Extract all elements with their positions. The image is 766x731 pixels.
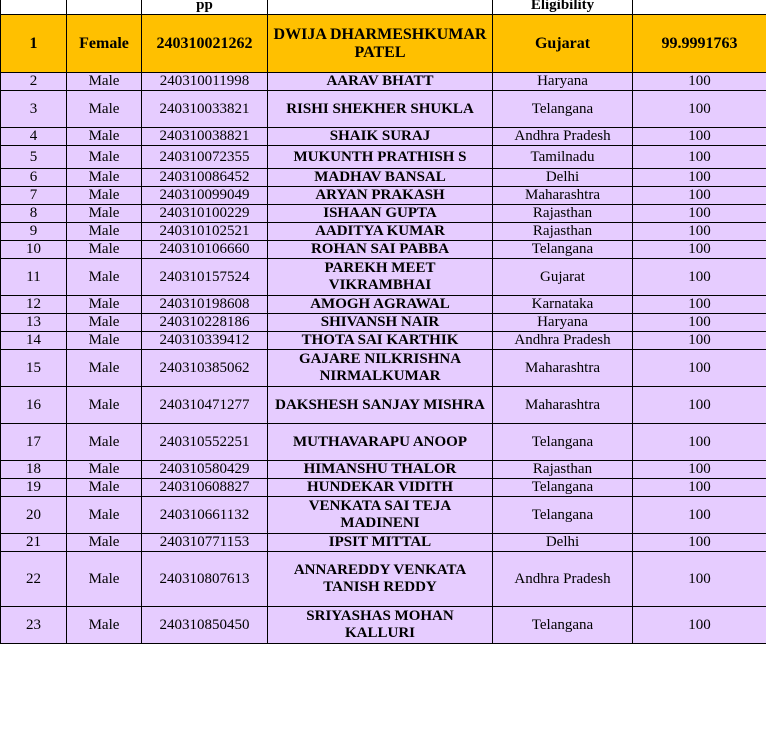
gender-cell: Male <box>67 461 142 479</box>
application-no-cell: 240310102521 <box>142 223 268 241</box>
score-cell: 100 <box>633 187 766 205</box>
rank-cell: 17 <box>1 424 67 461</box>
gender-cell: Male <box>67 296 142 314</box>
rank-cell: 3 <box>1 91 67 128</box>
candidate-name-cell: MUTHAVARAPU ANOOP <box>268 424 493 461</box>
score-cell: 100 <box>633 146 766 169</box>
table-row <box>1 461 766 479</box>
score-cell: 100 <box>633 241 766 259</box>
score-cell: 100 <box>633 479 766 497</box>
gender-cell: Male <box>67 259 142 296</box>
gender-cell: Male <box>67 73 142 91</box>
header-cell-state-eligibility: Eligibility <box>493 0 633 15</box>
state-cell: Rajasthan <box>493 461 633 479</box>
state-cell: Rajasthan <box>493 223 633 241</box>
rank-cell: 18 <box>1 461 67 479</box>
application-no-cell: 240310106660 <box>142 241 268 259</box>
rank-cell: 9 <box>1 223 67 241</box>
table-row-topper <box>1 15 766 73</box>
application-no-cell: 240310608827 <box>142 479 268 497</box>
table-row <box>1 534 766 552</box>
candidate-name-cell: ROHAN SAI PABBA <box>268 241 493 259</box>
score-cell: 100 <box>633 314 766 332</box>
gender-cell: Male <box>67 350 142 387</box>
gender-cell: Male <box>67 241 142 259</box>
score-cell: 100 <box>633 387 766 424</box>
gender-cell: Male <box>67 552 142 607</box>
score-cell: 100 <box>633 350 766 387</box>
application-no-cell: 240310850450 <box>142 607 268 644</box>
application-no-cell: 240310580429 <box>142 461 268 479</box>
candidate-name-cell: DAKSHESH SANJAY MISHRA <box>268 387 493 424</box>
state-cell: Tamilnadu <box>493 146 633 169</box>
state-cell: Haryana <box>493 314 633 332</box>
application-no-cell: 240310228186 <box>142 314 268 332</box>
rank-cell: 7 <box>1 187 67 205</box>
header-cell-name <box>268 0 493 15</box>
candidate-name-cell: MADHAV BANSAL <box>268 169 493 187</box>
candidate-name-cell: PAREKH MEET VIKRAMBHAI <box>268 259 493 296</box>
candidate-name-cell: AARAV BHATT <box>268 73 493 91</box>
gender-cell: Male <box>67 223 142 241</box>
table-row <box>1 187 766 205</box>
table-row <box>1 205 766 223</box>
gender-cell: Male <box>67 128 142 146</box>
rank-cell: 8 <box>1 205 67 223</box>
score-cell: 100 <box>633 223 766 241</box>
rank-cell: 21 <box>1 534 67 552</box>
state-cell: Maharashtra <box>493 387 633 424</box>
table-row <box>1 73 766 91</box>
rank-cell: 23 <box>1 607 67 644</box>
candidate-name-cell: IPSIT MITTAL <box>268 534 493 552</box>
rank-cell: 16 <box>1 387 67 424</box>
score-cell: 100 <box>633 332 766 350</box>
header-cell-score <box>633 0 766 15</box>
state-cell: Gujarat <box>493 15 633 73</box>
state-cell: Haryana <box>493 73 633 91</box>
application-no-cell: 240310100229 <box>142 205 268 223</box>
rank-cell: 13 <box>1 314 67 332</box>
candidate-name-cell: DWIJA DHARMESHKUMAR PATEL <box>268 15 493 73</box>
gender-cell: Male <box>67 314 142 332</box>
header-cell-rank <box>1 0 67 15</box>
candidate-name-cell: MUKUNTH PRATHISH S <box>268 146 493 169</box>
score-cell: 100 <box>633 424 766 461</box>
application-no-cell: 240310072355 <box>142 146 268 169</box>
rank-cell: 20 <box>1 497 67 534</box>
rank-cell: 5 <box>1 146 67 169</box>
candidate-name-cell: ISHAAN GUPTA <box>268 205 493 223</box>
state-cell: Delhi <box>493 534 633 552</box>
rank-cell: 4 <box>1 128 67 146</box>
gender-cell: Male <box>67 205 142 223</box>
header-row <box>1 0 766 15</box>
application-no-cell: 240310807613 <box>142 552 268 607</box>
table-row <box>1 146 766 169</box>
gender-cell: Male <box>67 187 142 205</box>
candidate-name-cell: AMOGH AGRAWAL <box>268 296 493 314</box>
application-no-cell: 240310021262 <box>142 15 268 73</box>
table-row <box>1 424 766 461</box>
score-cell: 100 <box>633 296 766 314</box>
gender-cell: Male <box>67 146 142 169</box>
score-cell: 100 <box>633 552 766 607</box>
application-no-cell: 240310086452 <box>142 169 268 187</box>
candidate-name-cell: THOTA SAI KARTHIK <box>268 332 493 350</box>
gender-cell: Male <box>67 424 142 461</box>
state-cell: Telangana <box>493 479 633 497</box>
state-cell: Delhi <box>493 169 633 187</box>
table-row <box>1 607 766 644</box>
table-row <box>1 91 766 128</box>
state-cell: Telangana <box>493 241 633 259</box>
state-cell: Telangana <box>493 497 633 534</box>
table-row <box>1 296 766 314</box>
rank-cell: 1 <box>1 15 67 73</box>
table-row <box>1 332 766 350</box>
application-no-cell: 240310033821 <box>142 91 268 128</box>
rank-cell: 14 <box>1 332 67 350</box>
candidate-name-cell: AADITYA KUMAR <box>268 223 493 241</box>
application-no-cell: 240310471277 <box>142 387 268 424</box>
gender-cell: Female <box>67 15 142 73</box>
candidate-name-cell: SHIVANSH NAIR <box>268 314 493 332</box>
application-no-cell: 240310552251 <box>142 424 268 461</box>
score-cell: 100 <box>633 73 766 91</box>
table-row <box>1 241 766 259</box>
score-cell: 100 <box>633 205 766 223</box>
score-cell: 100 <box>633 607 766 644</box>
candidate-name-cell: HUNDEKAR VIDITH <box>268 479 493 497</box>
candidate-name-cell: SHAIK SURAJ <box>268 128 493 146</box>
table-row <box>1 223 766 241</box>
table-row <box>1 314 766 332</box>
application-no-cell: 240310157524 <box>142 259 268 296</box>
state-cell: Karnataka <box>493 296 633 314</box>
rank-cell: 19 <box>1 479 67 497</box>
state-cell: Andhra Pradesh <box>493 332 633 350</box>
score-cell: 100 <box>633 497 766 534</box>
state-cell: Gujarat <box>493 259 633 296</box>
application-no-cell: 240310198608 <box>142 296 268 314</box>
candidate-name-cell: SRIYASHAS MOHAN KALLURI <box>268 607 493 644</box>
application-no-cell: 240310038821 <box>142 128 268 146</box>
score-cell: 100 <box>633 461 766 479</box>
application-no-cell: 240310011998 <box>142 73 268 91</box>
application-no-cell: 240310771153 <box>142 534 268 552</box>
header-cell-gender <box>67 0 142 15</box>
state-cell: Maharashtra <box>493 187 633 205</box>
candidate-name-cell: ARYAN PRAKASH <box>268 187 493 205</box>
state-cell: Telangana <box>493 424 633 461</box>
table-row <box>1 350 766 387</box>
header-cell-application-no: pp <box>142 0 268 15</box>
rank-cell: 11 <box>1 259 67 296</box>
gender-cell: Male <box>67 91 142 128</box>
score-cell: 99.9991763 <box>633 15 766 73</box>
table-row <box>1 552 766 607</box>
table-row <box>1 128 766 146</box>
state-cell: Telangana <box>493 607 633 644</box>
candidate-name-cell: VENKATA SAI TEJA MADINENI <box>268 497 493 534</box>
rank-cell: 2 <box>1 73 67 91</box>
candidate-name-cell: ANNAREDDY VENKATA TANISH REDDY <box>268 552 493 607</box>
rank-cell: 10 <box>1 241 67 259</box>
table-row <box>1 259 766 296</box>
gender-cell: Male <box>67 332 142 350</box>
table-row <box>1 169 766 187</box>
state-cell: Rajasthan <box>493 205 633 223</box>
state-cell: Maharashtra <box>493 350 633 387</box>
state-cell: Andhra Pradesh <box>493 128 633 146</box>
score-cell: 100 <box>633 169 766 187</box>
state-cell: Telangana <box>493 91 633 128</box>
table-row <box>1 497 766 534</box>
gender-cell: Male <box>67 479 142 497</box>
rank-cell: 22 <box>1 552 67 607</box>
gender-cell: Male <box>67 387 142 424</box>
application-no-cell: 240310661132 <box>142 497 268 534</box>
state-cell: Andhra Pradesh <box>493 552 633 607</box>
score-cell: 100 <box>633 259 766 296</box>
gender-cell: Male <box>67 169 142 187</box>
application-no-cell: 240310099049 <box>142 187 268 205</box>
gender-cell: Male <box>67 497 142 534</box>
rank-cell: 6 <box>1 169 67 187</box>
table-row <box>1 479 766 497</box>
rank-cell: 15 <box>1 350 67 387</box>
candidate-name-cell: RISHI SHEKHER SHUKLA <box>268 91 493 128</box>
candidate-name-cell: GAJARE NILKRISHNA NIRMALKUMAR <box>268 350 493 387</box>
candidate-name-cell: HIMANSHU THALOR <box>268 461 493 479</box>
gender-cell: Male <box>67 607 142 644</box>
application-no-cell: 240310339412 <box>142 332 268 350</box>
application-no-cell: 240310385062 <box>142 350 268 387</box>
gender-cell: Male <box>67 534 142 552</box>
rank-cell: 12 <box>1 296 67 314</box>
score-cell: 100 <box>633 128 766 146</box>
table-row <box>1 387 766 424</box>
score-cell: 100 <box>633 534 766 552</box>
score-cell: 100 <box>633 91 766 128</box>
